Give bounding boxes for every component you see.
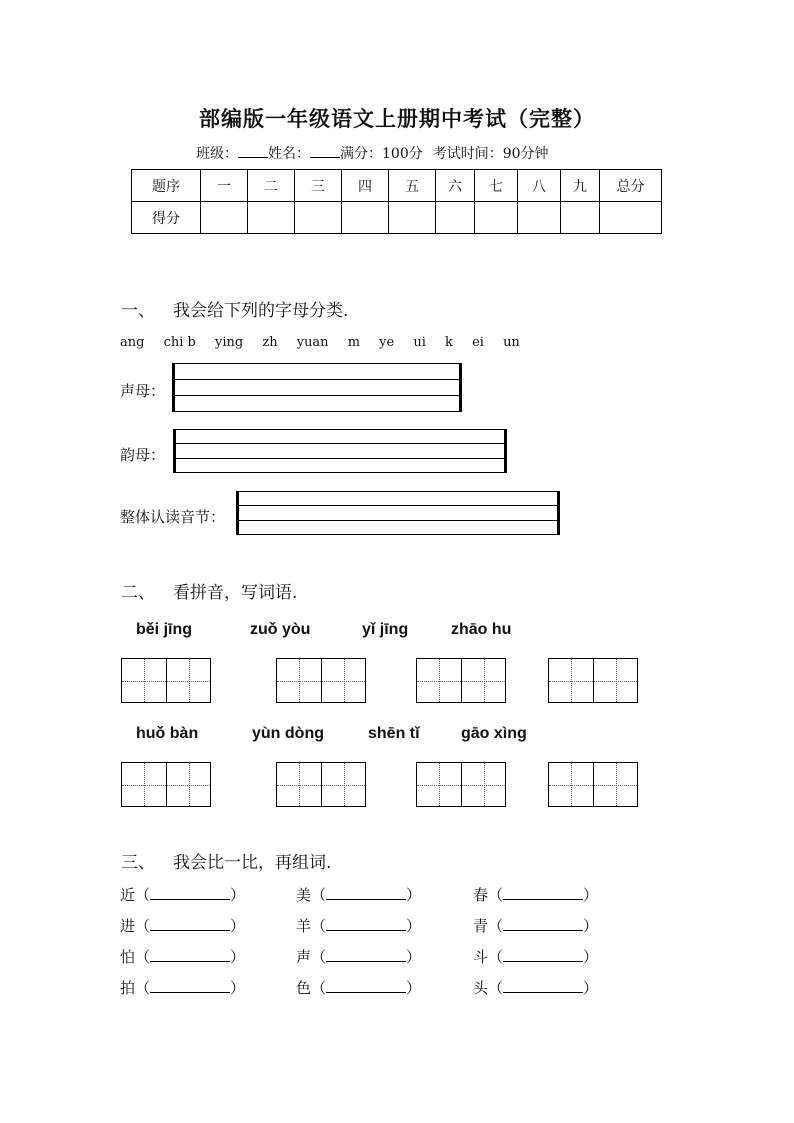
score-header-cell: 五 <box>389 170 436 202</box>
score-cell[interactable] <box>600 202 662 234</box>
section2-heading <box>121 578 297 603</box>
pinyin-label: zuǒ yòu <box>250 621 311 638</box>
exam-info <box>196 143 549 163</box>
exam-time: 考试时间：90分钟 <box>432 146 549 162</box>
compare-item: 声（ ） <box>296 948 422 966</box>
compare-item: 色（ ） <box>296 979 422 997</box>
score-table-score-row <box>132 202 662 234</box>
score-cell[interactable] <box>342 202 389 234</box>
character-grid[interactable] <box>121 762 211 807</box>
pinyin-label: shēn tǐ <box>368 725 420 742</box>
score-cell[interactable] <box>201 202 248 234</box>
letter-item: ying <box>215 335 244 350</box>
score-header-cell: 一 <box>201 170 248 202</box>
letter-item: ui <box>413 335 426 350</box>
compare-item: 青（ ） <box>473 917 599 935</box>
class-blank[interactable] <box>238 144 268 158</box>
answer-blank[interactable] <box>503 978 583 993</box>
letter-item: yuan <box>296 335 329 350</box>
section3-heading <box>121 848 331 873</box>
score-header-cell: 六 <box>436 170 475 202</box>
section1-number: 一、 <box>121 301 155 321</box>
character-grid[interactable] <box>121 658 211 703</box>
character-grid[interactable] <box>276 658 366 703</box>
letter-item: ye <box>379 335 395 350</box>
letter-list <box>120 335 535 350</box>
answer-blank[interactable] <box>150 947 230 962</box>
character-grid[interactable] <box>416 658 506 703</box>
class-label: 班级： <box>196 146 238 162</box>
score-header-cell: 总分 <box>600 170 662 202</box>
score-header-cell: 四 <box>342 170 389 202</box>
letter-item: un <box>503 335 520 350</box>
section1-heading <box>121 296 348 321</box>
compare-item: 羊（ ） <box>296 917 422 935</box>
score-table <box>131 169 662 234</box>
compare-item: 春（ ） <box>473 886 599 904</box>
score-header-cell: 八 <box>518 170 561 202</box>
section3-number: 三、 <box>121 853 155 873</box>
page-title: 部编版一年级语文上册期中考试（完整） <box>199 107 595 131</box>
answer-blank[interactable] <box>326 947 406 962</box>
score-header-cell: 三 <box>295 170 342 202</box>
answer-blank[interactable] <box>326 916 406 931</box>
score-header-cell: 九 <box>561 170 600 202</box>
name-label: 姓名： <box>268 146 310 162</box>
compare-item: 斗（ ） <box>473 948 599 966</box>
name-blank[interactable] <box>310 144 340 158</box>
score-row-label: 得分 <box>132 202 201 234</box>
score-cell[interactable] <box>475 202 518 234</box>
whole-syllables-label: 整体认读音节： <box>120 508 226 526</box>
pinyin-label: huǒ bàn <box>136 725 199 742</box>
compare-item: 美（ ） <box>296 886 422 904</box>
character-grid[interactable] <box>276 762 366 807</box>
answer-blank[interactable] <box>150 916 230 931</box>
compare-item: 近（ ） <box>120 886 246 904</box>
initials-writing-lines[interactable] <box>172 363 462 412</box>
answer-blank[interactable] <box>150 885 230 900</box>
score-cell[interactable] <box>518 202 561 234</box>
answer-blank[interactable] <box>326 885 406 900</box>
letter-item: ei <box>472 335 484 350</box>
score-header-cell: 七 <box>475 170 518 202</box>
letter-item: zh <box>262 335 278 350</box>
letter-item: m <box>347 335 361 350</box>
finals-label: 韵母： <box>120 446 166 464</box>
letter-item: ang <box>120 335 145 350</box>
character-grid[interactable] <box>548 658 638 703</box>
score-table-header-row <box>132 170 662 202</box>
answer-blank[interactable] <box>503 916 583 931</box>
pinyin-label: yùn dòng <box>252 725 324 742</box>
score-cell[interactable] <box>389 202 436 234</box>
answer-blank[interactable] <box>326 978 406 993</box>
answer-blank[interactable] <box>503 947 583 962</box>
full-score: 满分：100分 <box>340 146 423 162</box>
section2-title: 看拼音，写词语. <box>173 583 298 603</box>
score-cell[interactable] <box>295 202 342 234</box>
score-cell[interactable] <box>248 202 295 234</box>
score-cell[interactable] <box>561 202 600 234</box>
letter-item: chi b <box>163 335 196 350</box>
section3-title: 我会比一比，再组词. <box>173 853 332 873</box>
compare-item: 头（ ） <box>473 979 599 997</box>
pinyin-label: běi jīng <box>136 621 192 638</box>
pinyin-label: gāo xìng <box>461 725 527 742</box>
compare-item: 拍（ ） <box>120 979 246 997</box>
pinyin-label: yǐ jīng <box>362 621 409 638</box>
character-grid[interactable] <box>416 762 506 807</box>
score-header-cell: 二 <box>248 170 295 202</box>
score-cell[interactable] <box>436 202 475 234</box>
initials-label: 声母： <box>120 382 166 400</box>
compare-item: 进（ ） <box>120 917 246 935</box>
finals-writing-lines[interactable] <box>173 429 507 473</box>
answer-blank[interactable] <box>503 885 583 900</box>
compare-item: 怕（ ） <box>120 948 246 966</box>
character-grid[interactable] <box>548 762 638 807</box>
pinyin-label: zhāo hu <box>451 621 512 638</box>
section2-number: 二、 <box>121 583 155 603</box>
whole-syllables-writing-lines[interactable] <box>236 491 560 535</box>
section1-title: 我会给下列的字母分类. <box>173 301 349 321</box>
letter-item: k <box>445 335 453 350</box>
answer-blank[interactable] <box>150 978 230 993</box>
score-header-cell: 题序 <box>132 170 201 202</box>
